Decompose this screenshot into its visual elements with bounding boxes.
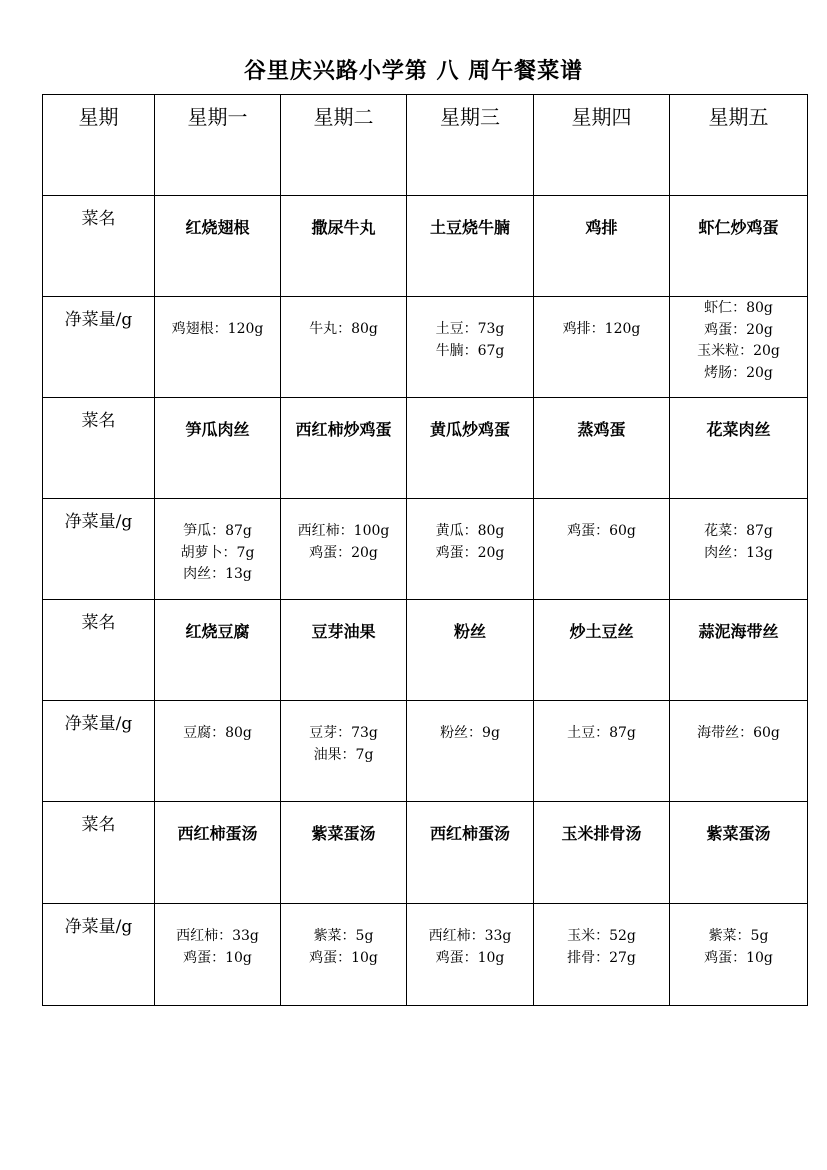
dish-row xyxy=(43,398,808,499)
dish-cell: 红烧翅根 xyxy=(155,196,281,297)
dish-cell: 粉丝 xyxy=(407,600,534,701)
dish-cell: 土豆烧牛腩 xyxy=(407,196,534,297)
quantity-cell xyxy=(670,904,808,1006)
quantity-line: 西红柿：33g xyxy=(428,928,512,944)
quantity-line: 土豆：73g xyxy=(435,321,505,337)
quantity-cell xyxy=(670,499,808,600)
quantity-row-label: 净菜量/g xyxy=(43,297,155,398)
quantity-cell xyxy=(534,499,670,600)
dish-row xyxy=(43,600,808,701)
quantity-row-label: 净菜量/g xyxy=(43,904,155,1006)
quantity-line: 黄瓜：80g xyxy=(435,523,505,539)
quantity-line: 牛腩：67g xyxy=(435,342,505,359)
quantity-line: 紫菜：5g xyxy=(708,928,769,944)
dish-row xyxy=(43,196,808,297)
dish-cell: 紫菜蛋汤 xyxy=(281,802,407,904)
quantity-line: 鸡蛋：10g xyxy=(309,949,378,966)
quantity-cell xyxy=(281,701,407,802)
quantity-line: 排骨：27g xyxy=(567,949,636,966)
quantity-cell xyxy=(281,904,407,1006)
dish-cell: 豆芽油果 xyxy=(281,600,407,701)
quantity-line: 西红柿：33g xyxy=(176,928,259,944)
quantity-cell xyxy=(534,701,670,802)
quantity-cell xyxy=(155,701,281,802)
quantity-cell xyxy=(407,499,534,600)
quantity-row xyxy=(43,904,808,1006)
dish-cell: 鸡排 xyxy=(534,196,670,297)
quantity-line: 玉米：52g xyxy=(567,928,636,944)
dish-cell: 炒土豆丝 xyxy=(534,600,670,701)
dish-cell: 蒜泥海带丝 xyxy=(670,600,808,701)
menu-table xyxy=(42,94,808,1006)
dish-row-label: 菜名 xyxy=(43,802,155,904)
quantity-cell xyxy=(155,499,281,600)
quantity-line: 鸡蛋：20g xyxy=(704,321,773,338)
quantity-row-label: 净菜量/g xyxy=(43,701,155,802)
quantity-line: 土豆：87g xyxy=(567,725,636,741)
quantity-line: 胡萝卜：7g xyxy=(180,544,255,561)
quantity-line: 豆芽：73g xyxy=(309,725,378,741)
header-cell-wednesday: 星期三 xyxy=(407,95,534,196)
quantity-cell xyxy=(534,904,670,1006)
header-cell-friday: 星期五 xyxy=(670,95,808,196)
quantity-cell xyxy=(407,904,534,1006)
quantity-line: 玉米粒：20g xyxy=(697,343,780,359)
quantity-cell xyxy=(534,297,670,398)
header-cell-monday: 星期一 xyxy=(155,95,281,196)
quantity-line: 西红柿：100g xyxy=(297,523,390,539)
quantity-line: 鸡蛋：60g xyxy=(567,523,636,539)
dish-row-label: 菜名 xyxy=(43,196,155,297)
quantity-line: 紫菜：5g xyxy=(313,928,374,944)
quantity-cell xyxy=(407,701,534,802)
dish-cell: 蒸鸡蛋 xyxy=(534,398,670,499)
quantity-line: 笋瓜：87g xyxy=(183,523,252,539)
quantity-line: 虾仁：80g xyxy=(704,300,773,316)
quantity-line: 油果：7g xyxy=(313,746,374,763)
quantity-line: 鸡排：120g xyxy=(562,321,641,337)
quantity-cell xyxy=(281,499,407,600)
dish-cell: 玉米排骨汤 xyxy=(534,802,670,904)
quantity-line: 鸡翅根：120g xyxy=(171,321,264,337)
dish-cell: 虾仁炒鸡蛋 xyxy=(670,196,808,297)
quantity-line: 粉丝：9g xyxy=(440,725,500,741)
quantity-cell xyxy=(155,297,281,398)
quantity-line: 花菜：87g xyxy=(704,523,773,539)
quantity-line: 肉丝：13g xyxy=(704,544,773,561)
quantity-row-label: 净菜量/g xyxy=(43,499,155,600)
quantity-cell xyxy=(670,701,808,802)
quantity-row xyxy=(43,499,808,600)
dish-cell: 笋瓜肉丝 xyxy=(155,398,281,499)
dish-cell: 紫菜蛋汤 xyxy=(670,802,808,904)
header-row xyxy=(43,95,808,196)
quantity-line: 豆腐：80g xyxy=(183,725,252,741)
dish-row-label: 菜名 xyxy=(43,600,155,701)
header-cell-weekday: 星期 xyxy=(43,95,155,196)
quantity-line: 鸡蛋：20g xyxy=(435,544,505,561)
quantity-line: 烤肠：20g xyxy=(704,364,773,381)
dish-cell: 花菜肉丝 xyxy=(670,398,808,499)
dish-cell: 西红柿蛋汤 xyxy=(155,802,281,904)
dish-cell: 撒尿牛丸 xyxy=(281,196,407,297)
quantity-line: 鸡蛋：10g xyxy=(435,949,505,966)
header-cell-tuesday: 星期二 xyxy=(281,95,407,196)
dish-cell: 黄瓜炒鸡蛋 xyxy=(407,398,534,499)
page-title: 谷里庆兴路小学第 八 周午餐菜谱 xyxy=(243,59,584,84)
header-cell-thursday: 星期四 xyxy=(534,95,670,196)
dish-row xyxy=(43,802,808,904)
quantity-line: 海带丝：60g xyxy=(697,725,780,741)
quantity-line: 肉丝：13g xyxy=(183,566,252,582)
quantity-cell xyxy=(281,297,407,398)
dish-row-label: 菜名 xyxy=(43,398,155,499)
quantity-line: 鸡蛋：10g xyxy=(704,949,773,966)
quantity-row xyxy=(43,701,808,802)
dish-cell: 西红柿炒鸡蛋 xyxy=(281,398,407,499)
dish-cell: 西红柿蛋汤 xyxy=(407,802,534,904)
quantity-cell xyxy=(407,297,534,398)
quantity-line: 鸡蛋：10g xyxy=(183,949,252,966)
quantity-cell xyxy=(670,297,808,398)
quantity-row xyxy=(43,297,808,398)
dish-cell: 红烧豆腐 xyxy=(155,600,281,701)
quantity-line: 牛丸：80g xyxy=(309,321,378,337)
quantity-line: 鸡蛋：20g xyxy=(309,544,378,561)
quantity-cell xyxy=(155,904,281,1006)
